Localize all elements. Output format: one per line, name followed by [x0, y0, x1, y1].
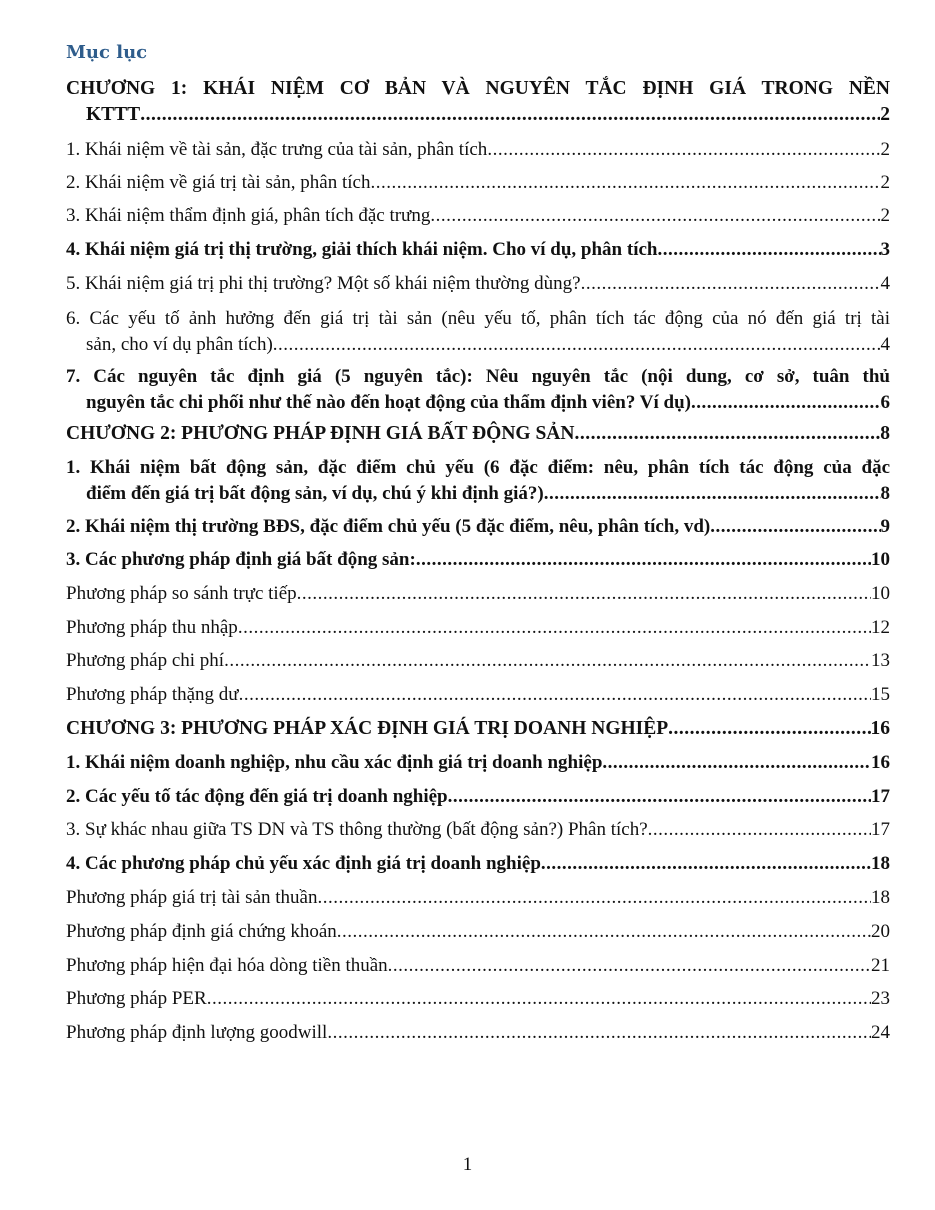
toc-entry[interactable] — [66, 885, 890, 911]
toc-entry-text: Phương pháp hiện đại hóa dòng tiền thuần — [66, 955, 388, 976]
toc-entry-text: 4. Các phương pháp chủ yếu xác định giá trị doanh nghiệp — [66, 853, 541, 874]
page-number: 1 — [462, 1154, 473, 1175]
toc-entry-text: 6. Các yếu tố ảnh hưởng đến giá trị tài sản (nêu yếu tố, phân tích tác động của nó đến giá trị tài — [66, 308, 890, 329]
toc-entry-page: 17 — [871, 786, 890, 807]
toc-entry-page: 10 — [871, 549, 890, 570]
dot-leader — [602, 750, 871, 776]
toc-entry-page: 23 — [871, 988, 890, 1009]
toc-entry-text: 2. Khái niệm về giá trị tài sản, phân tích — [66, 172, 371, 193]
toc-entry-text: điểm đến giá trị bất động sản, ví dụ, chú ý khi định giá?) — [86, 483, 544, 504]
toc-entry-page: 15 — [871, 684, 890, 705]
toc-entry[interactable] — [66, 364, 890, 416]
toc-entry[interactable] — [66, 784, 890, 810]
toc-entry-page: 2 — [880, 104, 890, 125]
dot-leader — [327, 1020, 871, 1046]
toc-entry[interactable] — [66, 306, 890, 358]
toc-entry-page: 3 — [880, 239, 890, 260]
toc-entry-page: 6 — [880, 392, 890, 413]
toc-entry-text: 7. Các nguyên tắc định giá (5 nguyên tắc): Nêu nguyên tắc (nội dung, cơ sở, tuân thủ — [66, 366, 890, 387]
toc-entry-text: 1. Khái niệm doanh nghiệp, nhu cầu xác định giá trị doanh nghiệp — [66, 752, 603, 773]
toc-entry-text: 2. Các yếu tố tác động đến giá trị doanh nghiệp — [66, 786, 448, 807]
toc-entry-page: 8 — [880, 423, 890, 444]
toc-entry[interactable] — [66, 1020, 890, 1046]
dot-leader — [224, 648, 871, 674]
toc-entry[interactable] — [66, 137, 890, 163]
toc-entry-text: 1. Khái niệm bất động sản, đặc điểm chủ yếu (6 đặc điểm: nêu, phân tích tác động của đặc — [66, 457, 890, 478]
toc-entry-chapter-3[interactable] — [66, 716, 890, 742]
toc-heading: Mục lục — [66, 42, 148, 63]
toc-entry[interactable] — [66, 455, 890, 507]
toc-entry-text: 3. Khái niệm thẩm định giá, phân tích đặc trưng — [66, 205, 431, 226]
toc-entry[interactable] — [66, 615, 890, 641]
toc-entry-page: 24 — [871, 1022, 890, 1043]
toc-entry-chapter-2[interactable] — [66, 421, 890, 447]
dot-leader — [448, 784, 871, 810]
dot-leader — [541, 851, 871, 877]
dot-leader — [668, 716, 870, 742]
toc-entry-text: Phương pháp thu nhập — [66, 617, 238, 638]
toc-entry-text: 3. Sự khác nhau giữa TS DN và TS thông thường (bất động sản?) Phân tích? — [66, 819, 648, 840]
toc-entry-text: Phương pháp PER — [66, 988, 207, 1009]
toc-entry-text: sản, cho ví dụ phân tích) — [86, 334, 273, 355]
toc-entry[interactable] — [66, 817, 890, 843]
toc-entry-page: 18 — [871, 887, 890, 908]
dot-leader — [648, 817, 871, 843]
toc-entry-text: 5. Khái niệm giá trị phi thị trường? Một số khái niệm thường dùng? — [66, 273, 581, 294]
toc-entry-page: 12 — [871, 617, 890, 638]
toc-entry[interactable] — [66, 271, 890, 297]
toc-entry-text: 1. Khái niệm về tài sản, đặc trưng của tài sản, phân tích — [66, 139, 488, 160]
dot-leader — [238, 615, 871, 641]
toc-entry-page: 2 — [880, 139, 890, 160]
dot-leader — [207, 986, 871, 1012]
toc-entry-text: Phương pháp giá trị tài sản thuần — [66, 887, 318, 908]
toc-entry[interactable] — [66, 581, 890, 607]
dot-leader — [657, 237, 880, 263]
dot-leader — [416, 547, 871, 573]
dot-leader — [317, 885, 871, 911]
toc-entry-text: nguyên tắc chi phối như thế nào đến hoạt động của thẩm định viên? Ví dụ) — [86, 392, 691, 413]
dot-leader — [297, 581, 871, 607]
dot-leader — [544, 481, 881, 507]
toc-entry-page: 2 — [880, 172, 890, 193]
dot-leader — [370, 170, 880, 196]
toc-entry-text: Phương pháp chi phí — [66, 650, 225, 671]
toc-entry-text: 3. Các phương pháp định giá bất động sản: — [66, 549, 416, 570]
toc-entry-page: 9 — [880, 516, 890, 537]
toc-entry[interactable] — [66, 237, 890, 263]
toc-entry-text: CHƯƠNG 3: PHƯƠNG PHÁP XÁC ĐỊNH GIÁ TRỊ DOANH NGHIỆP — [66, 718, 669, 739]
dot-leader — [487, 137, 880, 163]
toc-entry[interactable] — [66, 851, 890, 877]
dot-leader — [574, 421, 880, 447]
dot-leader — [140, 102, 880, 128]
toc-entry-text: Phương pháp định lượng goodwill — [66, 1022, 328, 1043]
toc-entry[interactable] — [66, 919, 890, 945]
dot-leader — [430, 203, 880, 229]
dot-leader — [337, 919, 871, 945]
toc-entry-text: CHƯƠNG 1: KHÁI NIỆM CƠ BẢN VÀ NGUYÊN TẮC ĐỊNH GIÁ TRONG NỀN — [66, 78, 890, 99]
toc-entry-text: KTTT — [86, 104, 141, 125]
toc-entry[interactable] — [66, 750, 890, 776]
toc-entry[interactable] — [66, 682, 890, 708]
toc-entry-chapter-1[interactable] — [66, 76, 890, 128]
dot-leader — [691, 390, 881, 416]
dot-leader — [273, 332, 881, 358]
toc-entry-page: 18 — [871, 853, 890, 874]
toc-entry-text: 2. Khái niệm thị trường BĐS, đặc điểm chủ yếu (5 đặc điểm, nêu, phân tích, vd) — [66, 516, 711, 537]
toc-entry-text: CHƯƠNG 2: PHƯƠNG PHÁP ĐỊNH GIÁ BẤT ĐỘNG SẢN — [66, 423, 575, 444]
toc-entry-page: 21 — [871, 955, 890, 976]
toc-entry-text: Phương pháp định giá chứng khoán — [66, 921, 337, 942]
toc-entry[interactable] — [66, 547, 890, 573]
dot-leader — [239, 682, 871, 708]
toc-entry-page: 10 — [871, 583, 890, 604]
dot-leader — [581, 271, 881, 297]
toc-entry[interactable] — [66, 648, 890, 674]
toc-entry-page: 2 — [880, 205, 890, 226]
toc-entry-page: 20 — [871, 921, 890, 942]
toc-entry[interactable] — [66, 953, 890, 979]
toc-entry-page: 4 — [880, 273, 890, 294]
toc-entry-page: 17 — [871, 819, 890, 840]
toc-entry-page: 8 — [880, 483, 890, 504]
toc-entry-page: 13 — [871, 650, 890, 671]
toc-entry-page: 16 — [870, 718, 890, 739]
toc-entry[interactable] — [66, 986, 890, 1012]
toc-entry-text: 4. Khái niệm giá trị thị trường, giải thích khái niệm. Cho ví dụ, phân tích — [66, 239, 658, 260]
toc-entry[interactable] — [66, 203, 890, 229]
toc-entry-text: Phương pháp thặng dư — [66, 684, 239, 705]
dot-leader — [388, 953, 871, 979]
dot-leader — [710, 514, 880, 540]
toc-entry-text: Phương pháp so sánh trực tiếp — [66, 583, 297, 604]
toc-entry-page: 4 — [880, 334, 890, 355]
toc-entry[interactable] — [66, 170, 890, 196]
toc-entry-page: 16 — [871, 752, 890, 773]
toc-entry[interactable] — [66, 514, 890, 540]
